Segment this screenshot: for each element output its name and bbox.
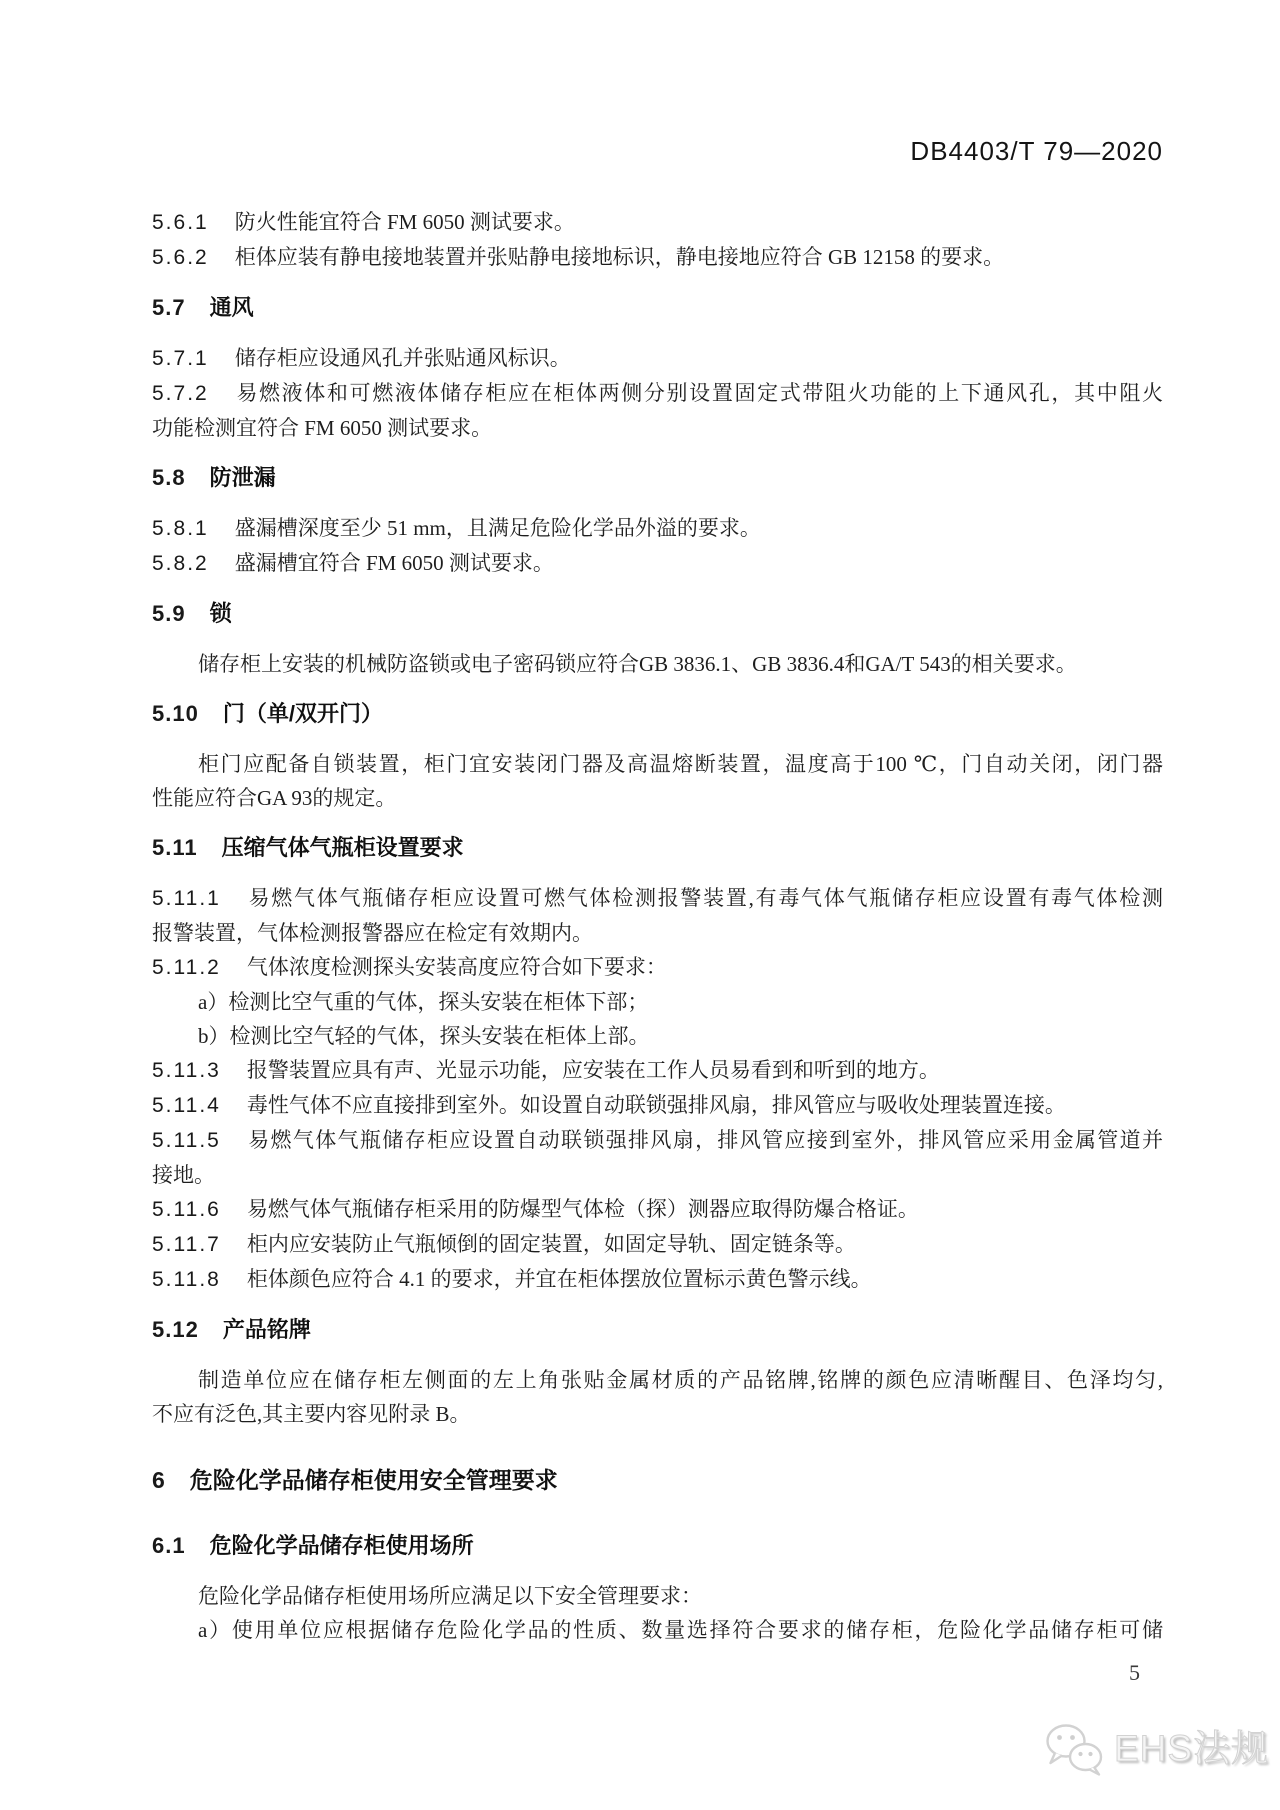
heading-title: 通风 [209, 295, 254, 320]
list-item-text: b）检测比空气轻的气体，探头安装在柜体上部。 [198, 1024, 650, 1048]
heading-title: 危险化学品储存柜使用安全管理要求 [189, 1467, 558, 1493]
heading-title: 门（单/双开门） [222, 701, 383, 726]
clause-number: 5.11.8 [152, 1268, 221, 1291]
paragraph-6-1 [152, 1579, 1163, 1613]
clause-text: 易燃气体气瓶储存柜应设置可燃气体检测报警装置,有毒气体气瓶储存柜应设置有毒气体检测 [246, 886, 1163, 910]
clause-text: 报警装置，气体检测报警器应在检定有效期内。 [152, 921, 593, 945]
watermark-label: EHS法规 [1114, 1728, 1270, 1769]
heading-number: 5.11 [152, 835, 198, 860]
list-item-text: a）使用单位应根据储存危险化学品的性质、数量选择符合要求的储存柜，危险化学品储存柜可储 [198, 1618, 1163, 1642]
heading-number: 6 [152, 1467, 166, 1493]
paragraph-5-10-line-2 [152, 781, 1163, 815]
clause-text: 柜内应安装防止气瓶倾倒的固定装置，如固定导轨、固定链条等。 [246, 1232, 856, 1256]
list-item-b [152, 1019, 1163, 1053]
heading-5-11 [152, 831, 1163, 865]
heading-number: 5.8 [152, 465, 186, 490]
heading-5-9 [152, 597, 1163, 631]
list-item-a [152, 985, 1163, 1019]
clause-number: 5.7.2 [152, 382, 209, 405]
clause-5-7-2 [152, 376, 1163, 411]
clause-number: 5.11.3 [152, 1059, 221, 1082]
page-number: 5 [1129, 1660, 1140, 1685]
paragraph-text: 不应有泛色,其主要内容见附录 B。 [152, 1402, 471, 1426]
watermark [1044, 1722, 1269, 1776]
clause-text: 气体浓度检测探头安装高度应符合如下要求： [246, 955, 667, 979]
clause-number: 5.8.2 [152, 552, 209, 575]
clause-number: 5.7.1 [152, 347, 209, 370]
clause-5-11-2 [152, 950, 1163, 985]
heading-number: 5.10 [152, 701, 199, 726]
paragraph-5-12-line-1 [152, 1363, 1163, 1397]
paragraph-text: 柜门应配备自锁装置，柜门宜安装闭门器及高温熔断装置，温度高于100 ℃，门自动关闭，闭门器 [198, 752, 1163, 776]
heading-5-7 [152, 291, 1163, 325]
clause-text: 柜体颜色应符合 4.1 的要求，并宜在柜体摆放位置标示黄色警示线。 [246, 1267, 872, 1291]
heading-title: 防泄漏 [209, 465, 276, 490]
clause-text: 易燃气体气瓶储存柜采用的防爆型气体检（探）测器应取得防爆合格证。 [246, 1197, 919, 1221]
clause-5-11-7 [152, 1227, 1163, 1262]
clause-5-11-5 [152, 1123, 1163, 1158]
heading-number: 5.12 [152, 1317, 199, 1342]
heading-5-10 [152, 697, 1163, 731]
heading-title: 锁 [209, 601, 232, 626]
heading-number: 5.9 [152, 601, 186, 626]
clause-number: 5.6.2 [152, 246, 209, 269]
clause-text: 盛漏槽深度至少 51 mm，且满足危险化学品外溢的要求。 [234, 516, 761, 540]
heading-6 [152, 1463, 1163, 1497]
heading-number: 5.7 [152, 295, 186, 320]
clause-text: 接地。 [152, 1163, 215, 1187]
clause-number: 5.11.2 [152, 956, 221, 979]
heading-title: 危险化学品储存柜使用场所 [209, 1533, 474, 1558]
clause-5-11-1-line-2 [152, 916, 1163, 950]
clause-5-11-1 [152, 881, 1163, 916]
heading-title: 压缩气体气瓶柜设置要求 [221, 835, 464, 860]
clause-5-6-1 [152, 205, 1163, 240]
clause-text: 柜体应装有静电接地装置并张贴静电接地标识，静电接地应符合 GB 12158 的要求。 [234, 245, 1005, 269]
clause-number: 5.11.4 [152, 1094, 221, 1117]
clause-5-8-1 [152, 511, 1163, 546]
paragraph-text: 制造单位应在储存柜左侧面的左上角张贴金属材质的产品铭牌,铭牌的颜色应清晰醒目、色泽均匀, [198, 1368, 1163, 1392]
clause-5-11-5-line-2 [152, 1158, 1163, 1192]
clause-number: 5.6.1 [152, 211, 209, 234]
clause-number: 5.11.5 [152, 1129, 221, 1152]
paragraph-5-9 [152, 647, 1163, 681]
clause-text: 功能检测宜符合 FM 6050 测试要求。 [152, 416, 493, 440]
clause-5-11-3 [152, 1053, 1163, 1088]
clause-text: 报警装置应具有声、光显示功能，应安装在工作人员易看到和听到的地方。 [246, 1058, 940, 1082]
heading-title: 产品铭牌 [222, 1317, 311, 1342]
paragraph-text: 储存柜上安装的机械防盗锁或电子密码锁应符合GB 3836.1、GB 3836.4和GA/T 543的相关要求。 [198, 652, 1077, 676]
paragraph-5-12-line-2 [152, 1397, 1163, 1431]
clause-5-8-2 [152, 546, 1163, 581]
clause-number: 5.11.7 [152, 1233, 221, 1256]
list-item-6-1-a [152, 1613, 1163, 1647]
heading-6-1 [152, 1529, 1163, 1563]
clause-5-11-8 [152, 1262, 1163, 1297]
clause-text: 储存柜应设通风孔并张贴通风标识。 [234, 346, 571, 370]
clause-number: 5.11.1 [152, 887, 221, 910]
clause-text: 毒性气体不应直接排到室外。如设置自动联锁强排风扇，排风管应与吸收处理装置连接。 [246, 1093, 1066, 1117]
clause-text: 盛漏槽宜符合 FM 6050 测试要求。 [234, 551, 554, 575]
paragraph-5-10-line-1 [152, 747, 1163, 781]
clause-5-7-2-line-2 [152, 411, 1163, 445]
clause-text: 易燃液体和可燃液体储存柜应在柜体两侧分别设置固定式带阻火功能的上下通风孔，其中阻火 [234, 381, 1163, 405]
clause-5-6-2 [152, 240, 1163, 275]
clause-text: 易燃气体气瓶储存柜应设置自动联锁强排风扇，排风管应接到室外，排风管应采用金属管道并 [246, 1128, 1163, 1152]
clause-number: 5.11.6 [152, 1198, 221, 1221]
doc-header: DB4403/T 79—2020 [910, 136, 1163, 166]
paragraph-text: 性能应符合GA 93的规定。 [152, 786, 397, 810]
clause-5-11-4 [152, 1088, 1163, 1123]
wechat-icon [1044, 1722, 1104, 1776]
heading-5-8 [152, 461, 1163, 495]
clause-text: 防火性能宜符合 FM 6050 测试要求。 [234, 210, 575, 234]
clause-5-11-6 [152, 1192, 1163, 1227]
paragraph-text: 危险化学品储存柜使用场所应满足以下安全管理要求： [198, 1584, 702, 1608]
clause-number: 5.8.1 [152, 517, 209, 540]
heading-number: 6.1 [152, 1533, 186, 1558]
doc-content [152, 0, 1163, 1647]
heading-5-12 [152, 1313, 1163, 1347]
clause-5-7-1 [152, 341, 1163, 376]
list-item-text: a）检测比空气重的气体，探头安装在柜体下部； [198, 990, 649, 1014]
